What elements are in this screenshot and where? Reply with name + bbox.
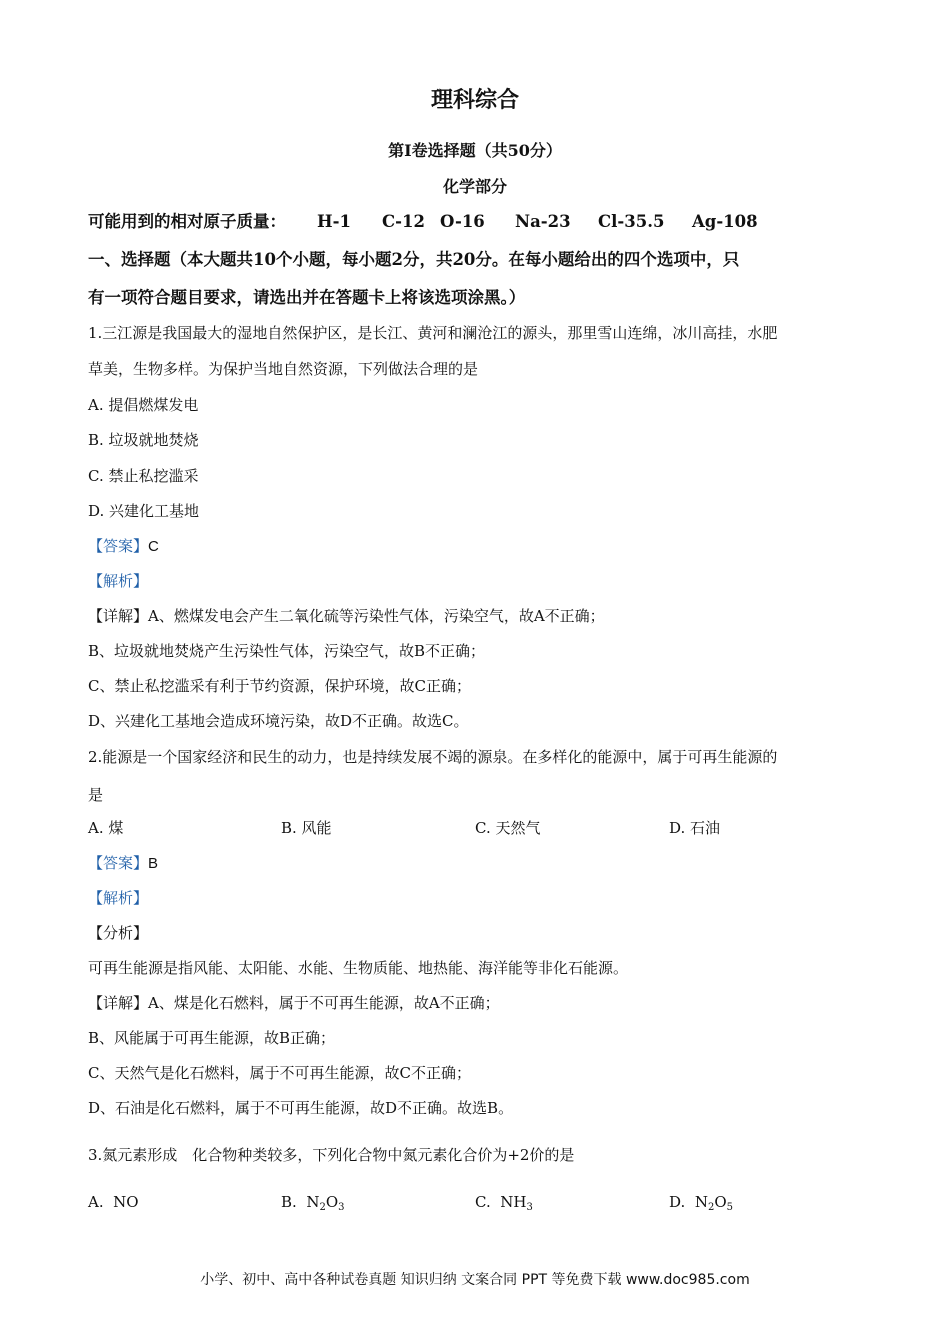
atomic-mass-c: C-12 <box>382 212 425 231</box>
q2-detail-4: D、石油是化石燃料，属于不可再生能源，故D不正确。故选B。 <box>88 1099 514 1117</box>
q3-stem: 3.氮元素形成 化合物种类较多，下列化合物中氮元素化合价为+2价的是 <box>88 1146 575 1164</box>
q2-option-d: D. 石油 <box>669 819 721 837</box>
q2-stem-line-2: 是 <box>88 786 104 804</box>
q3-option-b-n: N <box>306 1193 320 1211</box>
part-title: 化学部分 <box>442 177 507 196</box>
q2-detail-3: C、天然气是化石燃料，属于不可再生能源，故C不正确； <box>88 1064 471 1082</box>
atomic-mass-line <box>88 212 868 234</box>
q2-detail-1: 【详解】A、煤是化石燃料，属于不可再生能源，故A不正确； <box>88 994 500 1012</box>
atomic-mass-o: O-16 <box>440 212 485 231</box>
q3-option-c-sub: 3 <box>526 1202 533 1213</box>
q3-options <box>88 1192 868 1214</box>
q1-stem-line-1: 1.三江源是我国最大的湿地自然保护区，是长江、黄河和澜沧江的源头，那里雪山连绵，冰川高挂，水肥 <box>88 324 778 342</box>
instructions-line-1: 一、选择题（本大题共10个小题，每小题2分，共20分。在每小题给出的四个选项中，只 <box>88 250 740 269</box>
atomic-mass-h: H-1 <box>317 212 351 231</box>
q1-detail-1: 【详解】A、燃煤发电会产生二氧化硫等污染性气体，污染空气，故A不正确； <box>88 607 605 625</box>
page-title: 理科综合 <box>430 87 519 113</box>
q3-option-a-formula: NO <box>113 1193 139 1211</box>
q2-stem-line-1: 2.能源是一个国家经济和民生的动力，也是持续发展不竭的源泉。在多样化的能源中，属于可再生能源的 <box>88 748 778 766</box>
q2-analysis-text: 可再生能源是指风能、太阳能、水能、生物质能、地热能、海洋能等非化石能源。 <box>88 959 629 977</box>
section-title: 第Ⅰ卷选择题（共50分） <box>388 141 562 160</box>
q3-option-d-o: O <box>714 1193 727 1211</box>
q1-option-b: B. 垃圾就地焚烧 <box>88 431 199 449</box>
q1-option-d: D. 兴建化工基地 <box>88 502 200 520</box>
q1-stem-line-2: 草美，生物多样。为保护当地自然资源，下列做法合理的是 <box>88 360 479 378</box>
q3-option-d-n: N <box>694 1193 708 1211</box>
q3-option-d-n-sub: 2 <box>707 1202 715 1213</box>
q2-option-c: C. 天然气 <box>475 819 541 837</box>
q2-option-b: B. 风能 <box>281 819 332 837</box>
q2-analysis-sub: 【分析】 <box>88 924 149 942</box>
q3-option-c-formula: NH <box>500 1193 527 1211</box>
q3-option-b <box>281 1192 345 1212</box>
q3-option-b-o: O <box>325 1193 339 1211</box>
q3-option-b-label: B. <box>281 1193 297 1211</box>
q3-option-b-n-sub: 2 <box>319 1202 326 1213</box>
instructions-line-2: 有一项符合题目要求，请选出并在答题卡上将该选项涂黑。） <box>88 288 526 307</box>
q2-detail-2: B、风能属于可再生能源，故B正确； <box>88 1029 336 1047</box>
q2-analysis-label: 【解析】 <box>88 889 149 907</box>
q3-option-a <box>88 1192 139 1212</box>
q1-analysis-label: 【解析】 <box>88 572 149 590</box>
page-footer: 小学、初中、高中各种试卷真题 知识归纳 文案合同 PPT 等免费下载 www.doc985.com <box>200 1272 750 1288</box>
q1-answer-label: 【答案】 <box>88 537 149 555</box>
q3-option-b-o-sub: 3 <box>338 1202 345 1213</box>
atomic-mass-ag: Ag-108 <box>692 212 758 231</box>
q3-option-c-label: C. <box>475 1193 491 1211</box>
q3-option-d-label: D. <box>669 1193 686 1211</box>
atomic-mass-cl: Cl-35.5 <box>598 212 665 231</box>
q3-option-a-label: A. <box>88 1193 104 1211</box>
q1-option-c: C. 禁止私挖滥采 <box>88 467 199 485</box>
q2-answer-label: 【答案】 <box>88 854 149 872</box>
atomic-mass-na: Na-23 <box>515 212 571 231</box>
atomic-mass-label: 可能用到的相对原子质量： <box>88 212 286 231</box>
q1-detail-2: B、垃圾就地焚烧产生污染性气体，污染空气，故B不正确； <box>88 642 486 660</box>
q2-answer <box>88 853 158 874</box>
q2-option-a: A. 煤 <box>88 819 124 837</box>
q3-option-d <box>669 1192 733 1212</box>
q2-answer-value: B <box>148 855 159 872</box>
q3-option-c <box>475 1192 533 1212</box>
q2-options <box>88 818 868 838</box>
q1-answer <box>88 536 159 557</box>
q3-option-d-o-sub: 5 <box>726 1202 733 1213</box>
q1-detail-4: D、兴建化工基地会造成环境污染，故D不正确。故选C。 <box>88 712 469 730</box>
q1-option-a: A. 提倡燃煤发电 <box>88 396 199 414</box>
q1-answer-value: C <box>148 538 159 555</box>
q1-detail-3: C、禁止私挖滥采有利于节约资源，保护环境，故C正确； <box>88 677 471 695</box>
